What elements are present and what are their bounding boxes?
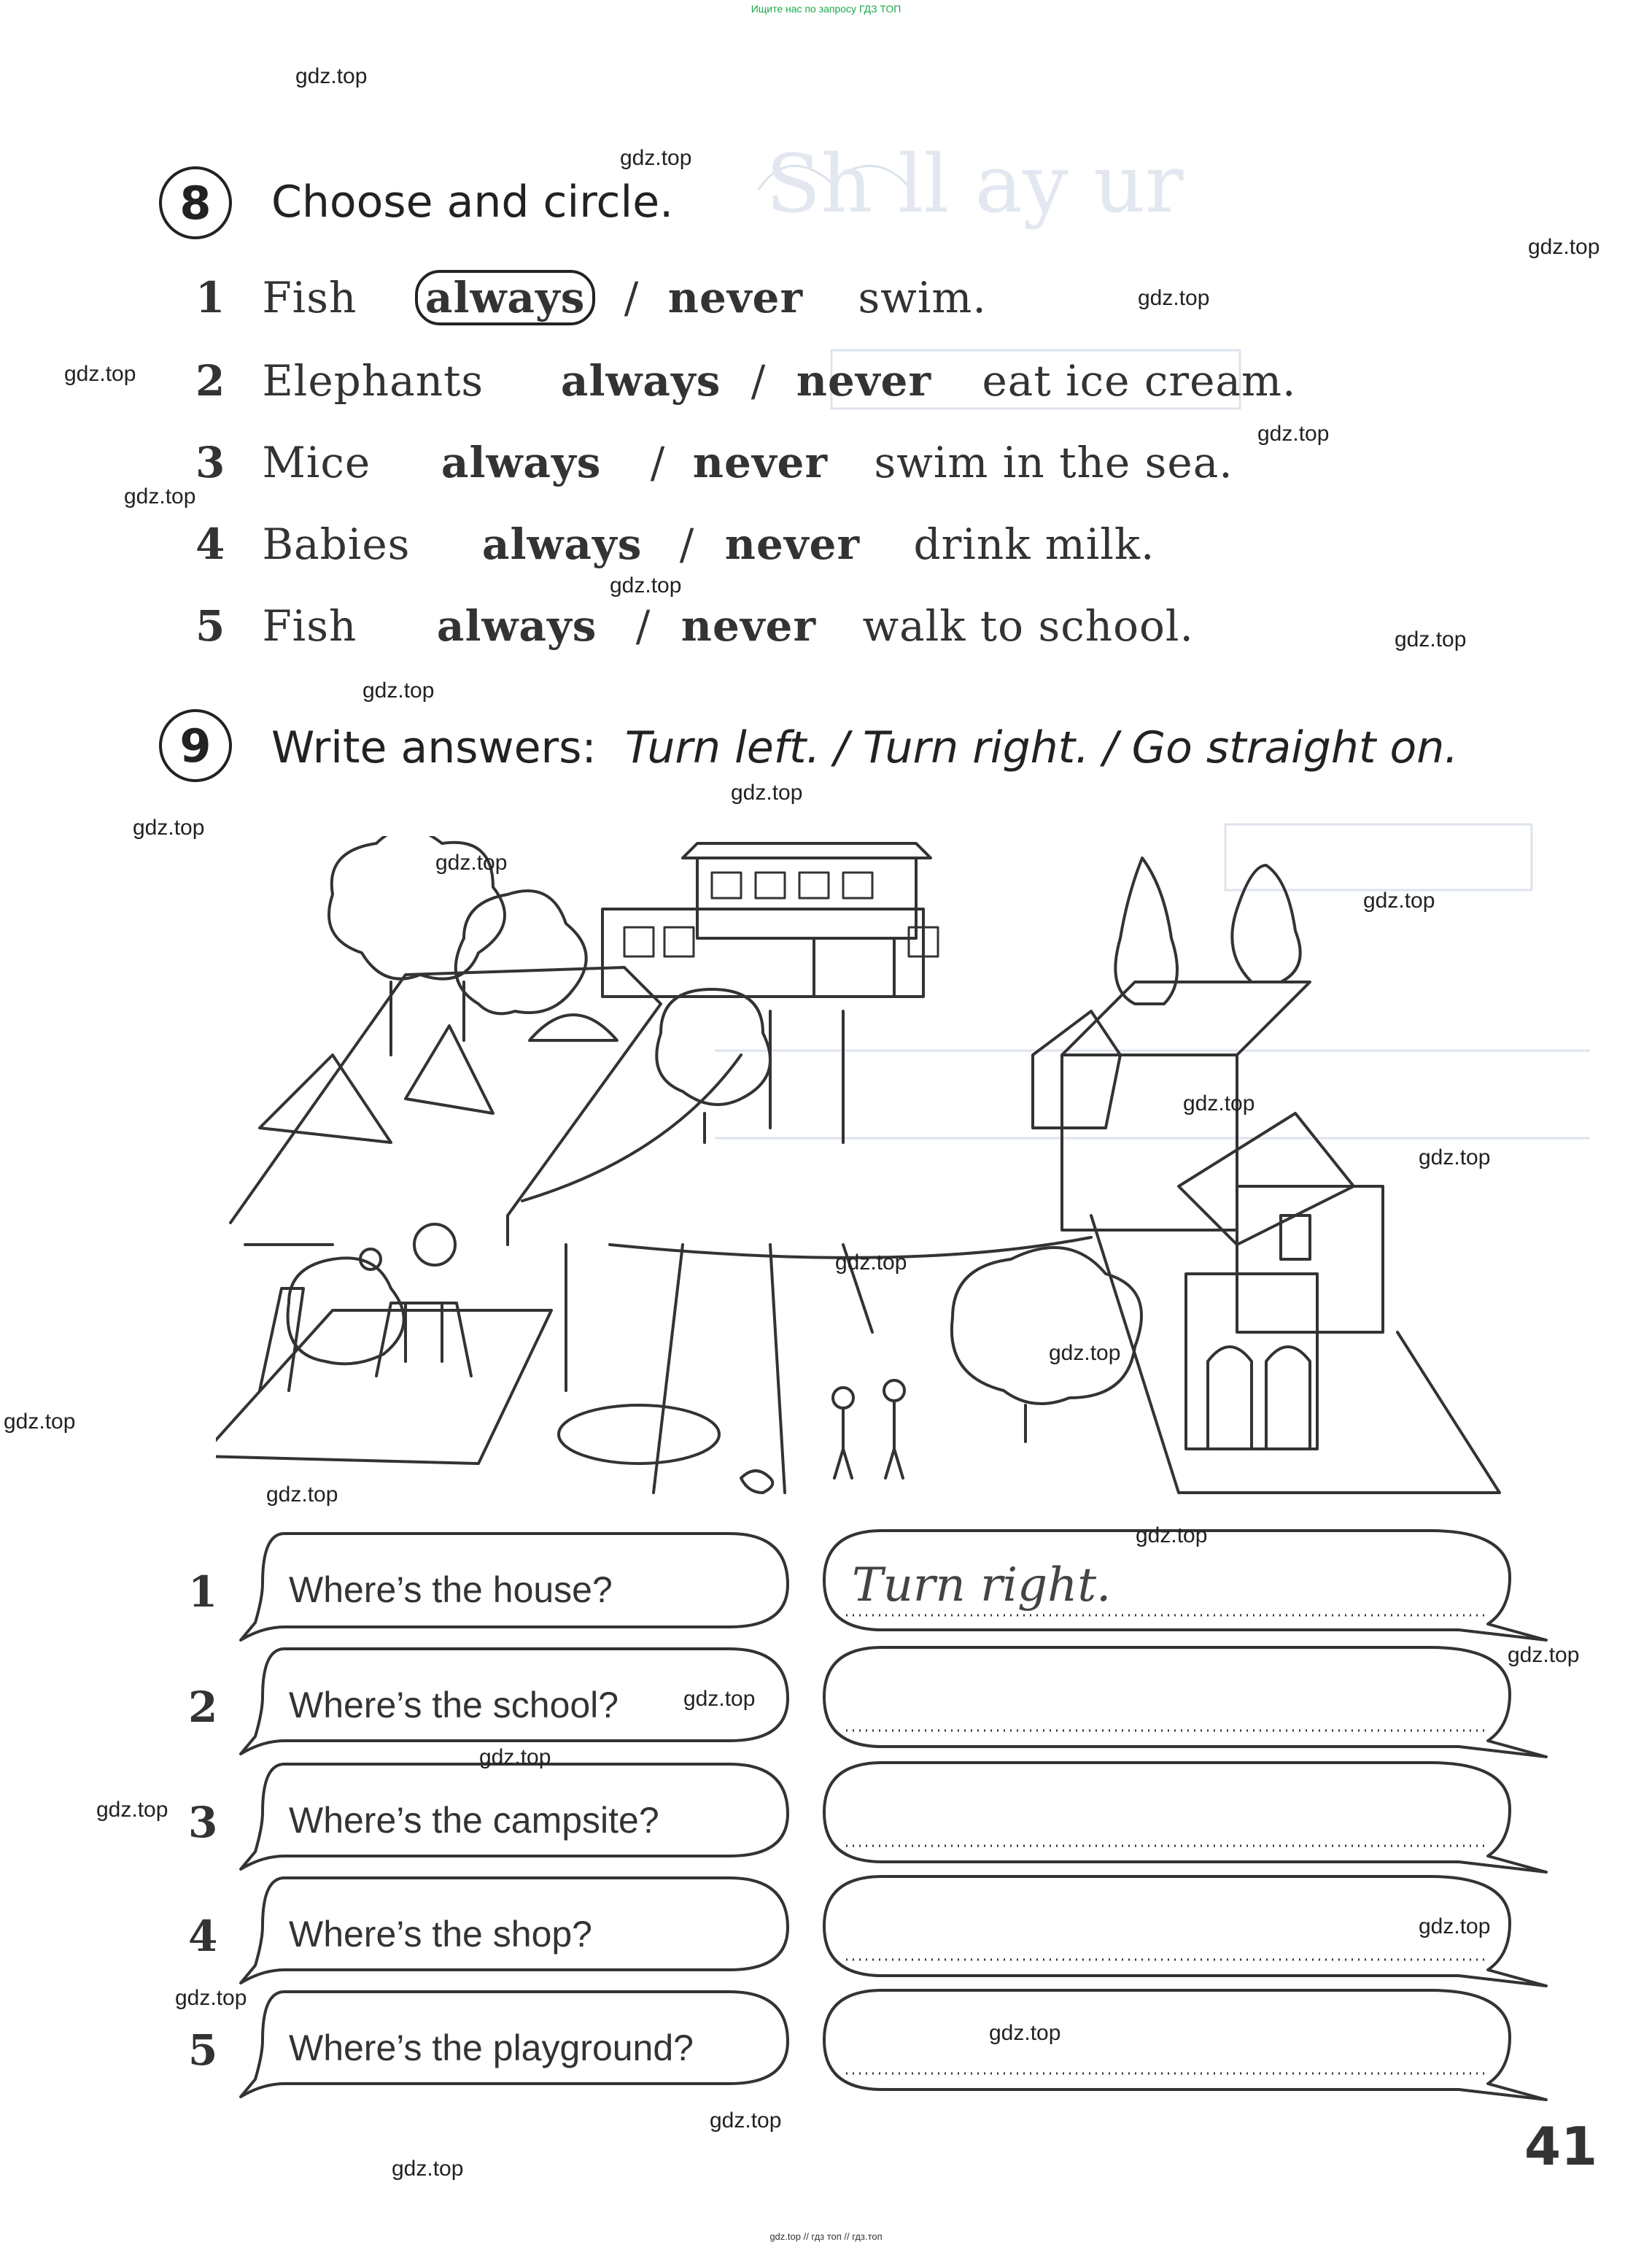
question-2-number: 2 bbox=[188, 1682, 218, 1732]
question-4-text: Where’s the shop? bbox=[289, 1914, 592, 1955]
item-rest: walk to school. bbox=[862, 601, 1194, 651]
option-never[interactable]: never bbox=[724, 519, 861, 569]
school-building bbox=[602, 843, 938, 997]
option-never[interactable]: never bbox=[692, 438, 829, 487]
watermark-text: gdz.top bbox=[620, 146, 692, 170]
item-subject: Fish bbox=[262, 601, 357, 651]
exercise-8-number: 8 bbox=[159, 166, 232, 239]
watermark-text: gdz.top bbox=[175, 1986, 247, 2010]
watermark-text: gdz.top bbox=[610, 573, 682, 598]
item-subject: Elephants bbox=[262, 356, 484, 406]
answer-1-field[interactable]: Turn right. bbox=[852, 1558, 1112, 1612]
exercise-9-number: 9 bbox=[159, 709, 232, 782]
playground bbox=[216, 1224, 551, 1464]
answer-2-field[interactable] bbox=[852, 1678, 1479, 1736]
question-3-text: Where’s the campsite? bbox=[289, 1800, 659, 1841]
exercise-9-title-prefix: Write answers: bbox=[271, 722, 597, 773]
option-separator: / bbox=[650, 438, 666, 487]
top-search-note: Ищите нас по запросу ГДЗ ТОП bbox=[751, 3, 901, 15]
watermark-text: gdz.top bbox=[362, 679, 435, 703]
answer-3-field[interactable] bbox=[852, 1793, 1479, 1852]
question-5-number: 5 bbox=[188, 2025, 218, 2075]
watermark-text: gdz.top bbox=[266, 1482, 338, 1507]
item-number: 4 bbox=[195, 519, 226, 569]
people bbox=[360, 1249, 904, 1493]
option-separator: / bbox=[679, 519, 695, 569]
item-rest: swim. bbox=[858, 273, 987, 322]
watermark-text: gdz.top bbox=[124, 484, 196, 509]
page-number: 41 bbox=[1524, 2116, 1598, 2177]
campsite-tents bbox=[260, 982, 617, 1143]
item-subject: Mice bbox=[262, 438, 371, 487]
watermark-text: gdz.top bbox=[1508, 1643, 1580, 1667]
exercise-9-title bbox=[271, 722, 1458, 773]
watermark-text: gdz.top bbox=[989, 2021, 1061, 2045]
watermark-text: gdz.top bbox=[1257, 422, 1330, 446]
flower-bed bbox=[559, 1405, 719, 1464]
watermark-text: gdz.top bbox=[683, 1687, 756, 1711]
item-rest: swim in the sea. bbox=[874, 438, 1233, 487]
option-always[interactable]: always bbox=[436, 601, 597, 651]
exercise-9-title-options: Turn left. / Turn right. / Go straight on. bbox=[624, 722, 1459, 773]
svg-text:Sh ll ay ur: Sh ll ay ur bbox=[766, 137, 1184, 231]
option-always[interactable]: always bbox=[441, 438, 602, 487]
watermark-text: gdz.top bbox=[4, 1410, 76, 1434]
watermark-text: gdz.top bbox=[1138, 286, 1210, 310]
trees bbox=[288, 836, 1300, 1442]
option-always[interactable]: always bbox=[560, 356, 721, 406]
item-rest: eat ice cream. bbox=[982, 356, 1297, 406]
question-1-number: 1 bbox=[188, 1567, 218, 1617]
watermark-text: gdz.top bbox=[1363, 889, 1435, 913]
watermark-text: gdz.top bbox=[133, 816, 205, 840]
item-number: 5 bbox=[195, 601, 226, 651]
question-4-number: 4 bbox=[188, 1911, 218, 1961]
exercise-8-title: Choose and circle. bbox=[271, 177, 674, 228]
option-separator: / bbox=[624, 273, 640, 322]
question-2-text: Where’s the school? bbox=[289, 1685, 619, 1725]
watermark-text: gdz.top bbox=[392, 2157, 464, 2181]
question-1-text: Where’s the house? bbox=[289, 1569, 613, 1610]
item-subject: Fish bbox=[262, 273, 357, 322]
ex8-item-5 bbox=[195, 601, 1194, 651]
watermark-text: gdz.top bbox=[64, 362, 136, 386]
option-never[interactable]: never bbox=[667, 273, 804, 322]
watermark-text: gdz.top bbox=[435, 851, 508, 875]
watermark-text: gdz.top bbox=[710, 2108, 782, 2133]
watermark-text: gdz.top bbox=[731, 781, 803, 805]
option-always-circled[interactable]: always bbox=[415, 270, 595, 325]
watermark-text: gdz.top bbox=[1419, 1145, 1491, 1170]
item-subject: Babies bbox=[262, 519, 411, 569]
item-rest: drink milk. bbox=[913, 519, 1155, 569]
option-separator: / bbox=[635, 601, 651, 651]
bottom-watermark-note: gdz.top // гдз топ // гдз.топ bbox=[769, 2231, 883, 2242]
town-map-illustration bbox=[216, 836, 1514, 1507]
option-always[interactable]: always bbox=[481, 519, 643, 569]
watermark-text: gdz.top bbox=[835, 1250, 907, 1275]
option-never[interactable]: never bbox=[796, 356, 932, 406]
item-number: 2 bbox=[195, 356, 226, 406]
ex8-item-4 bbox=[195, 519, 1155, 569]
ex8-item-3 bbox=[195, 438, 1233, 487]
watermark-text: gdz.top bbox=[1395, 627, 1467, 652]
answer-5-field[interactable] bbox=[852, 2021, 1479, 2079]
watermark-text: gdz.top bbox=[1183, 1091, 1255, 1116]
pavement bbox=[1091, 1215, 1500, 1493]
watermark-text: gdz.top bbox=[479, 1745, 551, 1769]
watermark-text: gdz.top bbox=[295, 64, 368, 88]
watermark-text: gdz.top bbox=[1419, 1914, 1491, 1938]
house bbox=[1033, 982, 1383, 1449]
watermark-text: gdz.top bbox=[1528, 235, 1600, 259]
watermark-text: gdz.top bbox=[96, 1798, 168, 1822]
question-3-number: 3 bbox=[188, 1798, 218, 1847]
ex8-item-1 bbox=[195, 273, 987, 322]
item-number: 3 bbox=[195, 438, 226, 487]
answer-4-field[interactable] bbox=[852, 1907, 1479, 1965]
ex8-item-2 bbox=[195, 356, 1296, 406]
question-5-text: Where’s the playground? bbox=[289, 2027, 694, 2068]
option-separator: / bbox=[751, 356, 767, 406]
watermark-text: gdz.top bbox=[1049, 1341, 1121, 1365]
watermark-text: gdz.top bbox=[1136, 1523, 1208, 1547]
item-number: 1 bbox=[195, 273, 226, 322]
option-never[interactable]: never bbox=[680, 601, 817, 651]
